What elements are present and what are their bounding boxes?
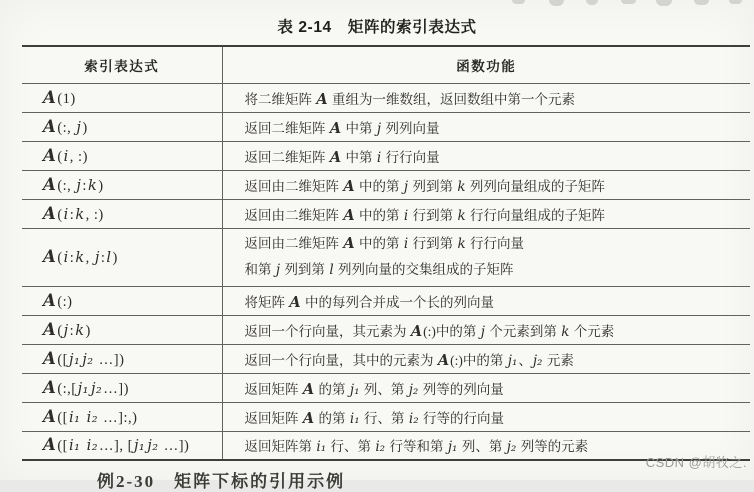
function-desc-cell: 返回矩阵 A 的第 j₁ 列、第 j₂ 列等的列向量 (244, 380, 504, 398)
index-expression-cell: A(i:k, :) (22, 199, 222, 228)
table-row (22, 402, 750, 431)
table-row (22, 344, 750, 373)
csdn-watermark: CSDN @胡牧之. (645, 455, 747, 470)
table-row (22, 83, 750, 112)
cropped-text-remnant (656, 0, 672, 6)
table-row (22, 228, 750, 286)
function-desc-cell: 返回二维矩阵 A 中第 j 列列向量 (244, 119, 440, 137)
table-row (22, 431, 750, 460)
cropped-text-remnant (512, 0, 525, 4)
function-desc-line2: 和第 j 列到第 l 列列向量的交集组成的子矩阵 (244, 262, 514, 278)
function-desc-line1: 返回由二维矩阵 A 中的第 i 行到第 k 行行向量 (244, 235, 525, 252)
table-header-row (22, 46, 750, 83)
function-desc-cell: 返回由二维矩阵 A 中的第 j 列到第 k 列列向量组成的子矩阵 (244, 177, 605, 195)
next-section-heading-cropped: 例2-30 矩阵下标的引用示例 (97, 472, 346, 491)
function-desc-cell: 返回矩阵第 i₁ 行、第 i₂ 行等和第 j₁ 列、第 j₂ 列等的元素 (244, 439, 589, 456)
index-expression-cell: A(:) (22, 286, 222, 315)
column-header-index-expression: 索引表达式 (22, 46, 222, 83)
index-expression-cell: A(:, j) (22, 112, 222, 141)
function-desc-cell: 返回二维矩阵 A 中第 i 行行向量 (244, 148, 440, 166)
cropped-text-remnant (621, 0, 636, 4)
table-row (22, 315, 750, 344)
index-expression-cell: A(:,[j₁ j₂…]) (22, 373, 222, 402)
cropped-text-remnant (549, 0, 564, 6)
column-header-function: 函数功能 (456, 58, 517, 74)
index-expression-cell: A(:, j:k) (22, 170, 222, 199)
function-desc-cell: 返回由二维矩阵 A 中的第 i 行到第 k 行行向量组成的子矩阵 (244, 206, 606, 224)
index-expression-cell: A([i₁ i₂…], [j₁ j₂ …]) (22, 431, 222, 460)
table-row (22, 199, 750, 228)
index-expression-cell: A(i, :) (22, 141, 222, 170)
cropped-text-remnant (694, 0, 709, 5)
function-desc-cell (222, 228, 750, 286)
index-expression-cell: A([i₁ i₂ …]:,) (22, 402, 222, 431)
cropped-text-remnant (729, 0, 742, 4)
table-row (22, 170, 750, 199)
table-row (22, 373, 750, 402)
index-expression-cell: A(j:k) (22, 315, 222, 344)
cropped-text-remnant (586, 0, 598, 5)
table-caption: 表 2-14 矩阵的索引表达式 (277, 19, 477, 36)
function-desc-cell: 返回矩阵 A 的第 i₁ 行、第 i₂ 行等的行向量 (244, 409, 504, 427)
index-expression-cell: A([j₁ j₂ …]) (22, 344, 222, 373)
function-desc-cell: 将矩阵 A 中的每列合并成一个长的列向量 (244, 293, 495, 311)
function-desc-cell: 返回一个行向量，其中的元素为 A(:)中的第 j₁、j₂ 元素 (244, 351, 574, 369)
index-expression-cell: A(1) (22, 83, 222, 112)
index-expression-cell: A(i:k, j:l) (22, 228, 222, 286)
table-row (22, 141, 750, 170)
function-desc-cell: 将二维矩阵 A 重组为一维数组，返回数组中第一个元素 (244, 90, 576, 108)
function-desc-cell: 返回一个行向量，其元素为 A(:)中的第 j 个元素到第 k 个元素 (244, 322, 615, 340)
table-row (22, 112, 750, 141)
matrix-index-table (22, 45, 750, 461)
table-row (22, 286, 750, 315)
